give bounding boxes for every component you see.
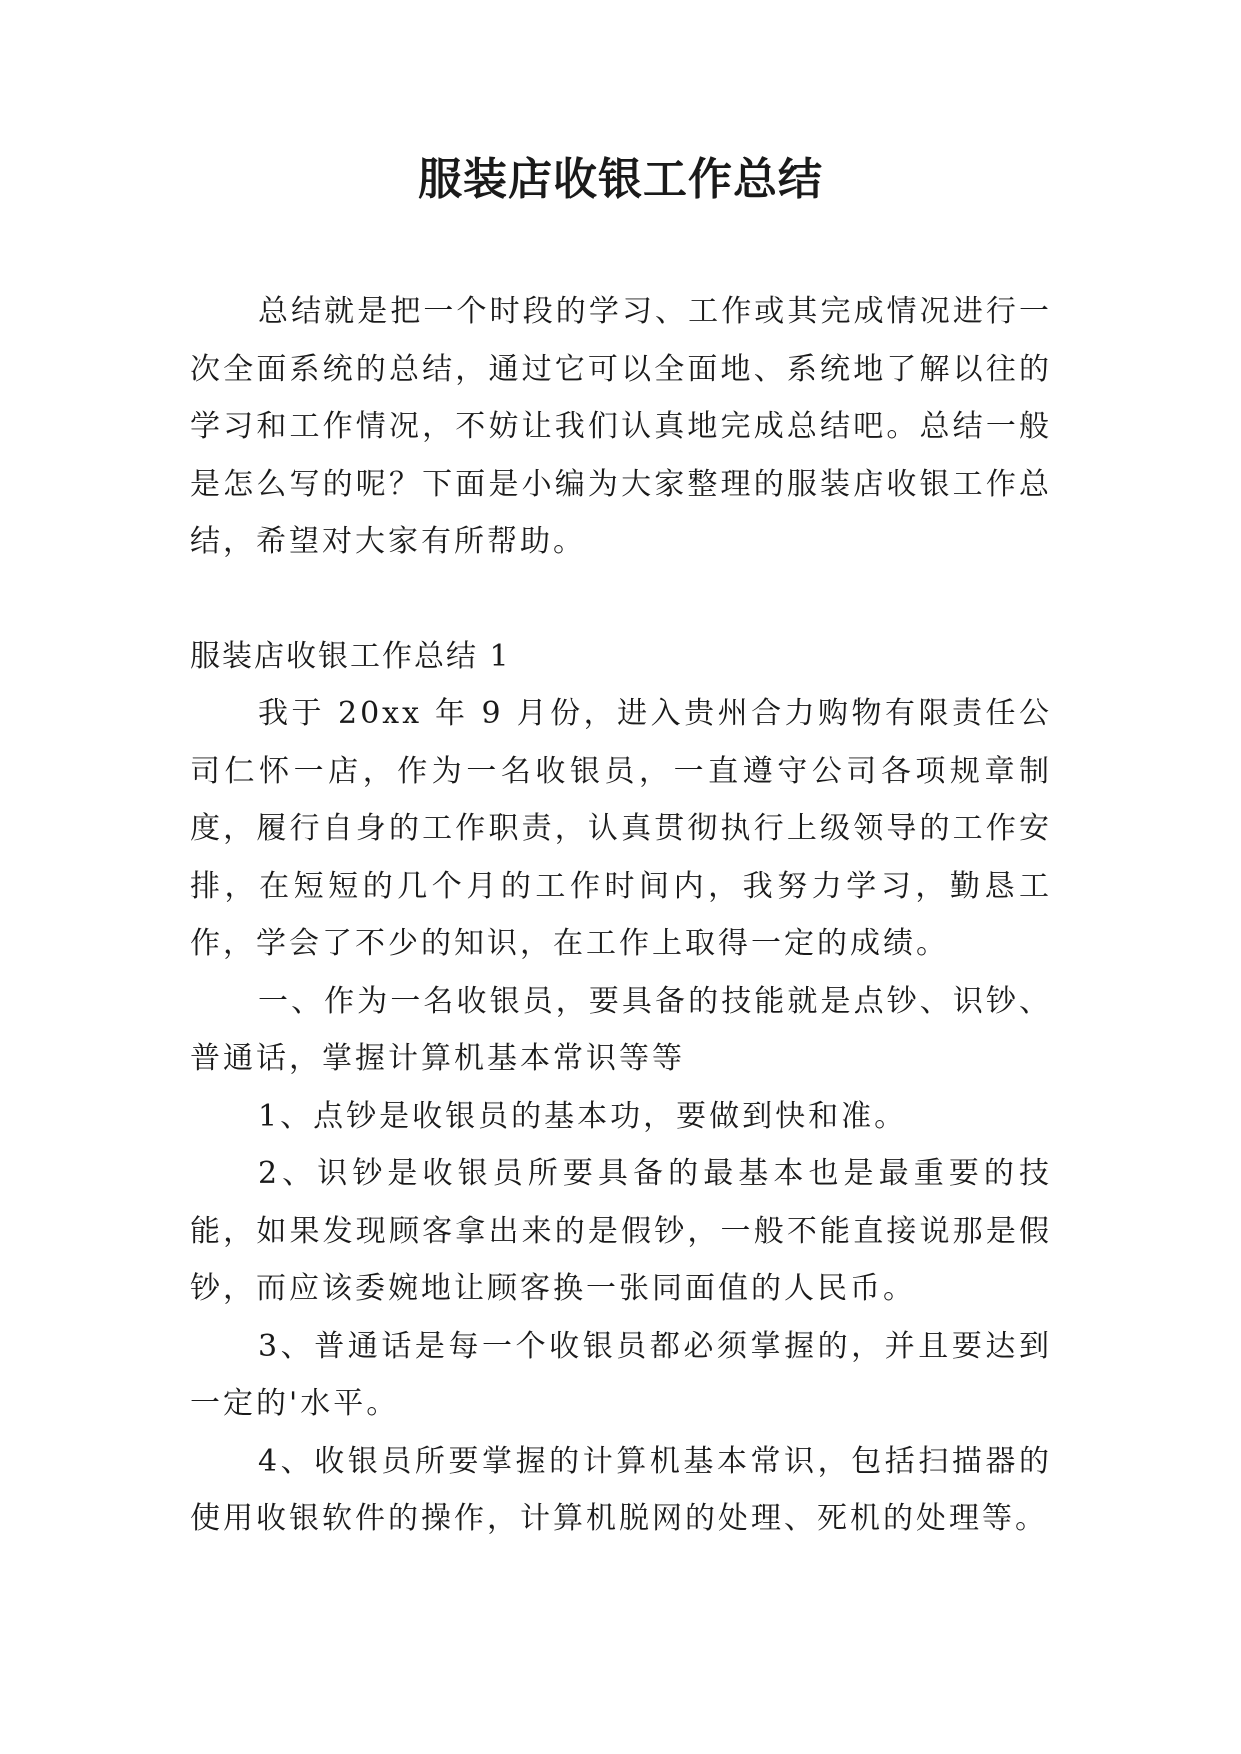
body-paragraph: 一、作为一名收银员，要具备的技能就是点钞、识钞、普通话，掌握计算机基本常识等等 [190, 983, 1052, 1076]
document-title: 服装店收银工作总结 [418, 154, 823, 205]
body-paragraph: 1、点钞是收银员的基本功，要做到快和准。 [258, 1098, 908, 1134]
body-paragraph: 2、识钞是收银员所要具备的最基本也是最重要的技能，如果发现顾客拿出来的是假钞，一般不能直接说那是假钞，而应该委婉地让顾客换一张同面值的人民币。 [190, 1156, 1052, 1306]
body-paragraph: 4、收银员所要掌握的计算机基本常识，包括扫描器的使用收银软件的操作，计算机脱网的处理、死机的处理等。 [190, 1443, 1052, 1536]
body-paragraph: 3、普通话是每一个收银员都必须掌握的，并且要达到一定的'水平。 [190, 1328, 1052, 1421]
intro-paragraph: 总结就是把一个时段的学习、工作或其完成情况进行一次全面系统的总结，通过它可以全面地、系统地了解以往的学习和工作情况，不妨让我们认真地完成总结吧。总结一般是怎么写的呢？下面是小编为大家整理的服装店收银工作总结，希望对大家有所帮助。 [190, 294, 1052, 559]
document-body [190, 283, 1052, 1548]
section-heading: 服装店收银工作总结 1 [190, 638, 511, 674]
body-paragraph: 我于 20xx 年 9 月份，进入贵州合力购物有限责任公司仁怀一店，作为一名收银员，一直遵守公司各项规章制度，履行自身的工作职责，认真贯彻执行上级领导的工作安排，在短短的几个月的工作时间内，我努力学习，勤恳工作，学会了不少的知识，在工作上取得一定的成绩。 [190, 696, 1052, 961]
